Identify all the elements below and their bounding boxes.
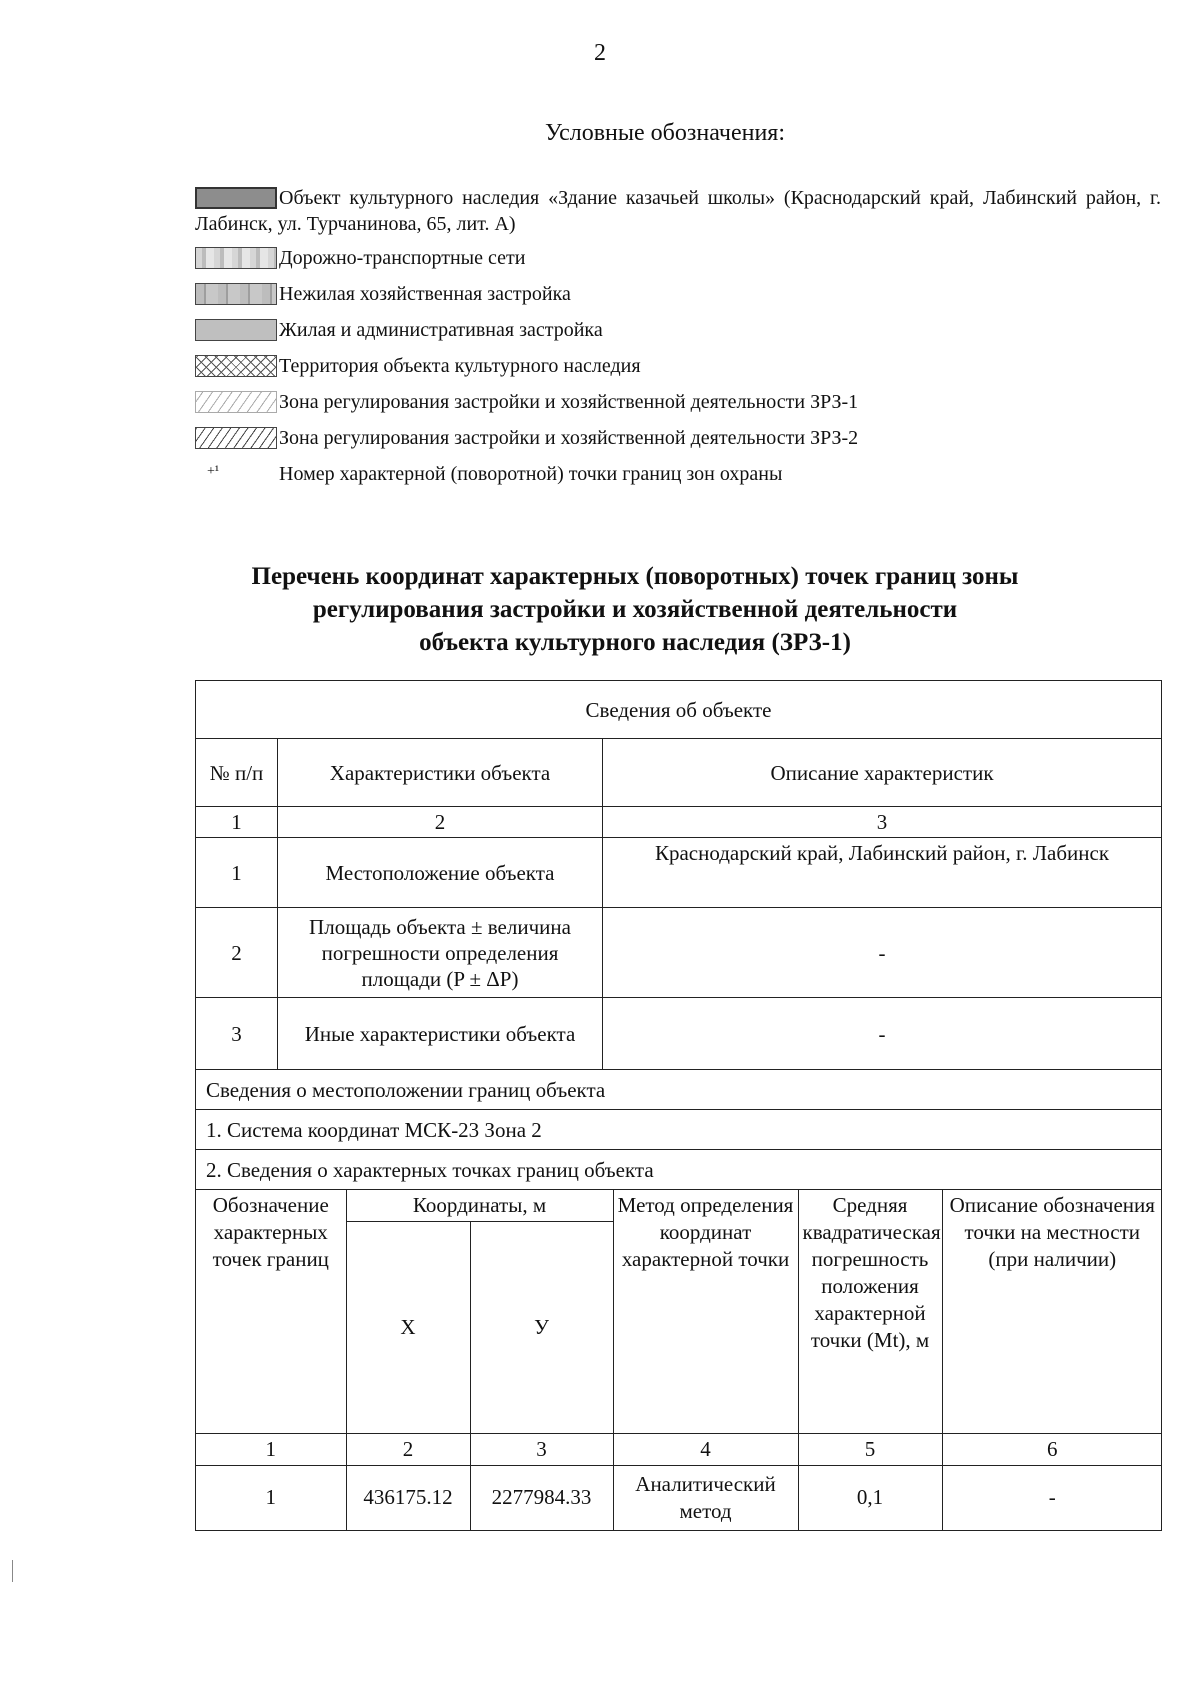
points-header-y: У <box>470 1222 613 1434</box>
point-method: Аналитический метод <box>613 1466 798 1530</box>
heritage-territory-swatch <box>195 355 277 377</box>
location-title: Сведения о местоположении границ объекта <box>196 1070 1162 1110</box>
points-index-cell: 2 <box>346 1434 470 1466</box>
points-table-wrap <box>196 1190 1162 1531</box>
heading-line-1: Перечень координат характерных (поворотных) точек границ зоны <box>251 563 1019 590</box>
zrz1-zone-swatch <box>195 391 277 413</box>
legend-item-road-network <box>195 245 1161 281</box>
legend-title: Условные обозначения: <box>544 120 786 146</box>
row-description: - <box>603 998 1162 1070</box>
points-header-coords: Координаты, м <box>346 1190 613 1222</box>
header-characteristic: Характеристики объекта <box>278 739 603 807</box>
zrz2-zone-swatch <box>195 427 277 449</box>
point-x: 436175.12 <box>346 1466 470 1530</box>
heading-line-2: регулирования застройки и хозяйственной деятельности <box>312 596 958 623</box>
header-description: Описание характеристик <box>603 739 1162 807</box>
page-number: 2 <box>594 40 606 66</box>
legend-item-zrz2 <box>195 425 1161 461</box>
table-row <box>196 908 1162 998</box>
legend-item-heritage-territory <box>195 353 1161 389</box>
legend-label: Территория объекта культурного наследия <box>279 355 641 377</box>
points-index-cell: 3 <box>470 1434 613 1466</box>
points-index-cell: 6 <box>942 1434 1162 1466</box>
legend-item-heritage-object <box>195 185 1161 245</box>
points-index-cell: 5 <box>798 1434 942 1466</box>
row-characteristic: Местоположение объекта <box>278 838 603 908</box>
points-header-description: Описание обозначения точки на местности (при наличии) <box>942 1190 1162 1434</box>
nonresidential-building-swatch <box>195 283 277 305</box>
point-description: - <box>942 1466 1162 1530</box>
points-index-cell: 4 <box>613 1434 798 1466</box>
point-marker-icon: +¹ <box>207 464 220 479</box>
points-table <box>196 1190 1162 1530</box>
index-cell: 3 <box>603 807 1162 838</box>
legend-label: Объект культурного наследия «Здание казачьей школы» (Краснодарский край, Лабинский район, г. Лабинск, ул. Турчанинова, 65, лит. А) <box>195 187 1161 235</box>
points-index-cell: 1 <box>196 1434 346 1466</box>
points-header-error: Средняя квадратическая погрешность положения характерной точки (Mt), м <box>798 1190 942 1434</box>
legend-label: Зона регулирования застройки и хозяйственной деятельности ЗРЗ-2 <box>279 427 859 449</box>
road-network-swatch <box>195 247 277 269</box>
legend-item-residential <box>195 317 1161 353</box>
point-error: 0,1 <box>798 1466 942 1530</box>
document-heading <box>0 560 1200 659</box>
table-row <box>196 998 1162 1070</box>
point-y: 2277984.33 <box>470 1466 613 1530</box>
points-header-method: Метод определения координат характерной точки <box>613 1190 798 1434</box>
row-num: 1 <box>196 838 278 908</box>
legend-item-nonresidential <box>195 281 1161 317</box>
row-num: 2 <box>196 908 278 998</box>
table-row <box>196 1466 1162 1530</box>
object-info-table <box>195 680 1162 1531</box>
scan-edge-mark <box>12 1560 13 1582</box>
row-description: Краснодарский край, Лабинский район, г. Лабинск <box>603 838 1162 908</box>
residential-building-swatch <box>195 319 277 341</box>
row-num: 3 <box>196 998 278 1070</box>
coordinate-system: 1. Система координат МСК-23 Зона 2 <box>196 1110 1162 1150</box>
row-description: - <box>603 908 1162 998</box>
index-cell: 2 <box>278 807 603 838</box>
points-header-designation: Обозначение характерных точек границ <box>196 1190 346 1434</box>
legend-label: Жилая и административная застройка <box>279 319 603 341</box>
header-num: № п/п <box>196 739 278 807</box>
points-header-x: X <box>346 1222 470 1434</box>
row-characteristic: Площадь объекта ± величина погрешности определения площади (P ± ΔP) <box>278 908 603 998</box>
table-row <box>196 838 1162 908</box>
points-title: 2. Сведения о характерных точках границ объекта <box>196 1150 1162 1190</box>
row-characteristic: Иные характеристики объекта <box>278 998 603 1070</box>
index-cell: 1 <box>196 807 278 838</box>
legend-label: Номер характерной (поворотной) точки границ зон охраны <box>279 463 783 485</box>
legend-item-point-marker <box>195 461 1161 497</box>
section-title: Сведения об объекте <box>196 681 1162 739</box>
legend-label: Дорожно-транспортные сети <box>279 247 526 269</box>
legend-label: Нежилая хозяйственная застройка <box>279 283 571 305</box>
legend-label: Зона регулирования застройки и хозяйственной деятельности ЗРЗ-1 <box>279 391 859 413</box>
legend-item-zrz1 <box>195 389 1161 425</box>
point-designation: 1 <box>196 1466 346 1530</box>
heading-line-3: объекта культурного наследия (ЗРЗ-1) <box>419 629 851 656</box>
legend <box>195 185 1161 497</box>
